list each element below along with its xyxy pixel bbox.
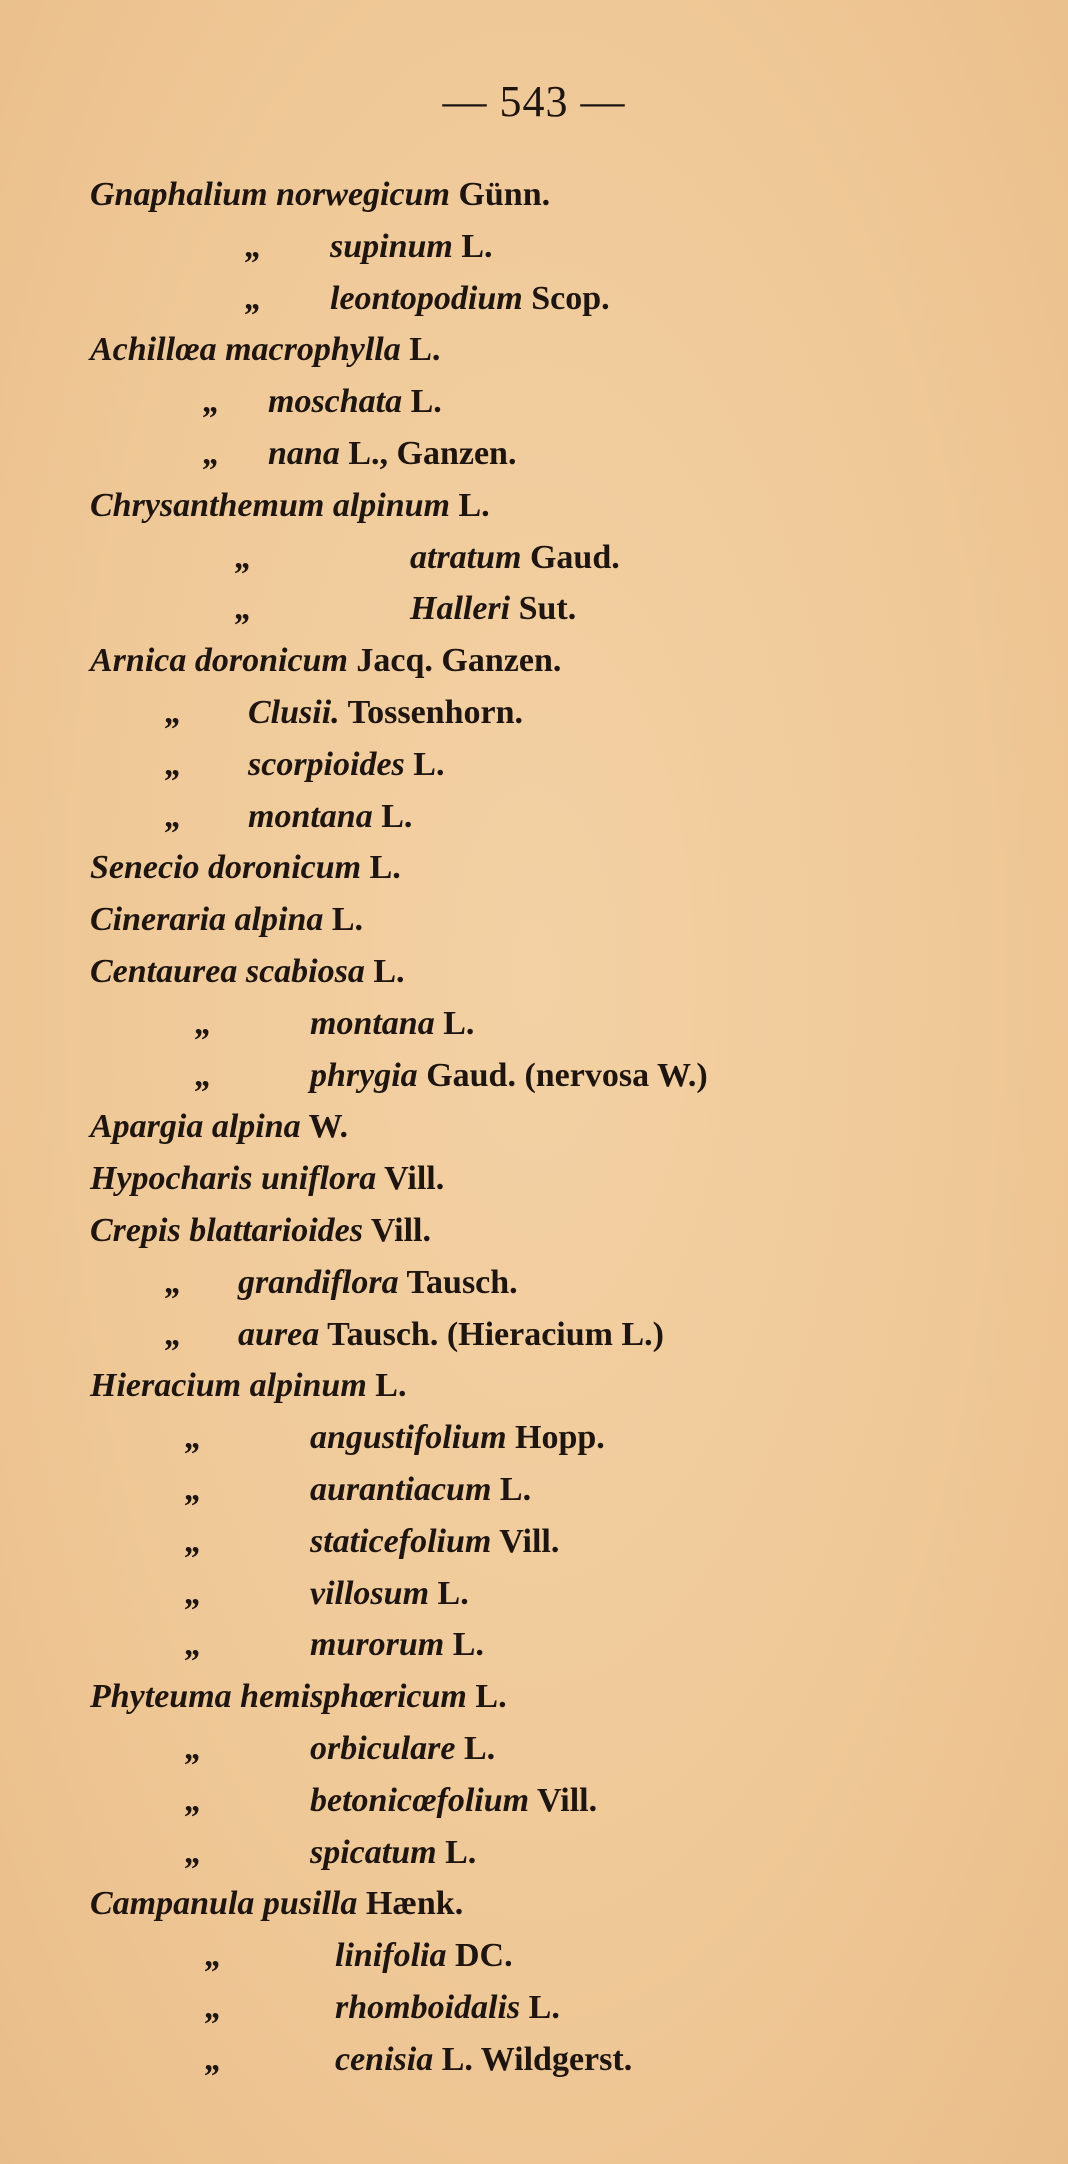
genus-name: Senecio: [90, 849, 200, 887]
species-epithet: doronicum: [194, 642, 348, 680]
author-citation: Tausch. (Hieracium L.): [327, 1315, 664, 1353]
species-epithet: norwegicum: [276, 176, 450, 213]
species-entry: [90, 1670, 507, 1724]
species-epithet: nana: [268, 435, 340, 472]
ditto-mark: „: [165, 694, 182, 731]
species-epithet: macrophylla: [225, 331, 401, 369]
species-epithet: blattarioides: [189, 1212, 363, 1249]
author-citation: L.: [413, 745, 445, 783]
author-citation: L.: [437, 1574, 469, 1612]
author-citation: Vill.: [370, 1212, 432, 1249]
species-entry: [165, 1256, 518, 1310]
genus-name: Hypocharis: [90, 1160, 253, 1198]
genus-name: Chrysanthemum: [90, 486, 325, 524]
species-entry: [203, 427, 516, 481]
species-entry: [195, 1049, 708, 1103]
author-citation: Hænk.: [365, 1885, 464, 1923]
species-epithet: grandiflora: [238, 1263, 399, 1301]
species-epithet: Halleri: [410, 590, 511, 628]
species-entry: [90, 168, 550, 222]
ditto-mark: „: [205, 2040, 222, 2078]
species-entry: [185, 1411, 605, 1465]
species-epithet: montana: [248, 797, 373, 835]
author-citation: Gaud.: [529, 538, 620, 576]
ditto-mark: „: [205, 1989, 222, 2026]
species-entry: [90, 1100, 348, 1154]
author-citation: Tossenhorn.: [347, 694, 523, 731]
author-citation: L.: [409, 331, 441, 369]
species-entry: [245, 272, 610, 326]
ditto-mark: „: [185, 1730, 202, 1767]
species-epithet: pusilla: [262, 1885, 358, 1923]
species-entry: [90, 1204, 431, 1258]
species-entry: [90, 945, 405, 999]
species-epithet: staticefolium: [310, 1522, 492, 1560]
ditto-mark: „: [203, 383, 220, 421]
species-epithet: linifolia: [335, 1937, 447, 1975]
species-epithet: aurantiacum: [310, 1471, 492, 1508]
species-entry: [90, 634, 561, 688]
author-citation: L.: [528, 1989, 560, 2026]
species-entry: [185, 1722, 495, 1776]
species-entry: [165, 790, 412, 844]
species-entry: [203, 375, 442, 429]
author-citation: Jacq. Ganzen.: [356, 642, 562, 680]
species-entry: [185, 1826, 476, 1880]
species-entry: [205, 1929, 513, 1983]
species-entry: [185, 1567, 469, 1621]
species-entry: [90, 1152, 444, 1206]
author-citation: L.: [369, 849, 401, 887]
ditto-mark: „: [205, 1937, 222, 1975]
author-citation: DC.: [454, 1937, 513, 1975]
author-citation: L.: [410, 383, 442, 421]
author-citation: L.: [443, 1004, 475, 1042]
species-epithet: hemisphœricum: [240, 1678, 467, 1716]
species-epithet: atratum: [410, 538, 522, 576]
ditto-mark: „: [165, 797, 182, 835]
author-citation: L., Ganzen.: [348, 435, 517, 472]
species-epithet: murorum: [310, 1626, 445, 1664]
species-entry: [185, 1515, 559, 1569]
ditto-mark: „: [185, 1419, 202, 1457]
ditto-mark: „: [185, 1522, 202, 1560]
species-epithet: aurea: [238, 1315, 320, 1353]
genus-name: Achillœa: [90, 331, 217, 369]
species-entry: [165, 738, 444, 792]
author-citation: Sut.: [518, 590, 577, 628]
page-number: — 543 —: [442, 77, 626, 126]
author-citation: L. Wildgerst.: [441, 2040, 633, 2078]
author-citation: Günn.: [458, 176, 551, 213]
genus-name: Hieracium: [90, 1367, 242, 1405]
species-epithet: phrygia: [310, 1056, 418, 1094]
species-epithet: orbiculare: [310, 1730, 456, 1767]
species-epithet: villosum: [310, 1574, 430, 1612]
species-entry: [90, 479, 490, 533]
ditto-mark: „: [195, 1004, 212, 1042]
author-citation: Tausch.: [406, 1263, 518, 1301]
species-entry: [90, 1877, 463, 1931]
species-epithet: cenisia: [335, 2040, 434, 2078]
ditto-mark: „: [245, 279, 262, 317]
author-citation: L.: [445, 1833, 477, 1871]
species-epithet: spicatum: [310, 1833, 437, 1871]
author-citation: Vill.: [384, 1160, 445, 1198]
ditto-mark: „: [185, 1574, 202, 1612]
species-entry: [90, 893, 363, 947]
species-epithet: angustifolium: [310, 1419, 507, 1457]
ditto-mark: „: [185, 1833, 202, 1871]
species-entry: [205, 1981, 560, 2035]
species-epithet: alpina: [211, 1108, 301, 1146]
author-citation: L.: [458, 486, 490, 524]
species-epithet: alpina: [234, 901, 324, 939]
species-epithet: betonicœfolium: [310, 1781, 530, 1819]
genus-name: Phyteuma: [90, 1678, 232, 1716]
genus-name: Arnica: [90, 642, 187, 680]
species-epithet: scabiosa: [245, 953, 365, 990]
species-epithet: leontopodium: [330, 279, 523, 317]
author-citation: Vill.: [499, 1522, 560, 1560]
author-citation: W.: [308, 1108, 348, 1146]
author-citation: L.: [463, 1730, 496, 1767]
species-entry: [90, 841, 401, 895]
genus-name: Centaurea: [90, 953, 238, 990]
author-citation: L.: [375, 1367, 407, 1405]
species-entry: [185, 1463, 531, 1517]
species-entry: [235, 582, 576, 636]
species-epithet: supinum: [330, 227, 453, 265]
author-citation: Scop.: [531, 279, 610, 317]
ditto-mark: „: [165, 1263, 182, 1301]
genus-name: Campanula: [90, 1885, 255, 1923]
species-entry: [165, 686, 523, 740]
species-entry: [185, 1618, 484, 1672]
ditto-mark: „: [245, 227, 262, 265]
author-citation: Vill.: [537, 1781, 598, 1819]
species-epithet: alpinum: [332, 486, 450, 524]
species-epithet: scorpioides: [248, 745, 405, 783]
ditto-mark: „: [185, 1781, 202, 1819]
ditto-mark: „: [195, 1056, 212, 1094]
author-citation: L.: [331, 901, 364, 939]
ditto-mark: „: [203, 435, 220, 472]
species-epithet: alpinum: [249, 1367, 367, 1405]
species-entry: [235, 531, 620, 585]
author-citation: L.: [452, 1626, 484, 1664]
species-entry: [205, 2033, 632, 2087]
species-epithet: montana: [310, 1004, 435, 1042]
species-entry: [195, 997, 474, 1051]
ditto-mark: „: [165, 1315, 182, 1353]
species-epithet: Clusii.: [248, 694, 340, 731]
genus-name: Apargia: [90, 1108, 204, 1146]
species-epithet: doronicum: [208, 849, 362, 887]
species-entry: [245, 220, 493, 274]
author-citation: Gaud. (nervosa W.): [426, 1056, 708, 1094]
species-entry: [90, 323, 440, 377]
author-citation: L.: [461, 227, 493, 265]
author-citation: L.: [475, 1678, 507, 1716]
author-citation: L.: [499, 1471, 532, 1508]
species-entry: [165, 1308, 664, 1362]
species-epithet: uniflora: [260, 1160, 377, 1198]
author-citation: Hopp.: [515, 1419, 605, 1457]
ditto-mark: „: [235, 538, 252, 576]
genus-name: Cineraria: [90, 901, 227, 939]
ditto-mark: „: [235, 590, 252, 628]
ditto-mark: „: [165, 745, 182, 783]
author-citation: L.: [373, 953, 405, 990]
genus-name: Crepis: [90, 1212, 181, 1249]
ditto-mark: „: [185, 1626, 202, 1664]
species-epithet: moschata: [268, 383, 403, 421]
genus-name: Gnaphalium: [90, 176, 268, 213]
species-entry: [90, 1359, 406, 1413]
author-citation: L.: [381, 797, 413, 835]
species-epithet: rhomboidalis: [335, 1989, 521, 2026]
species-entry: [185, 1774, 597, 1828]
ditto-mark: „: [185, 1471, 202, 1508]
